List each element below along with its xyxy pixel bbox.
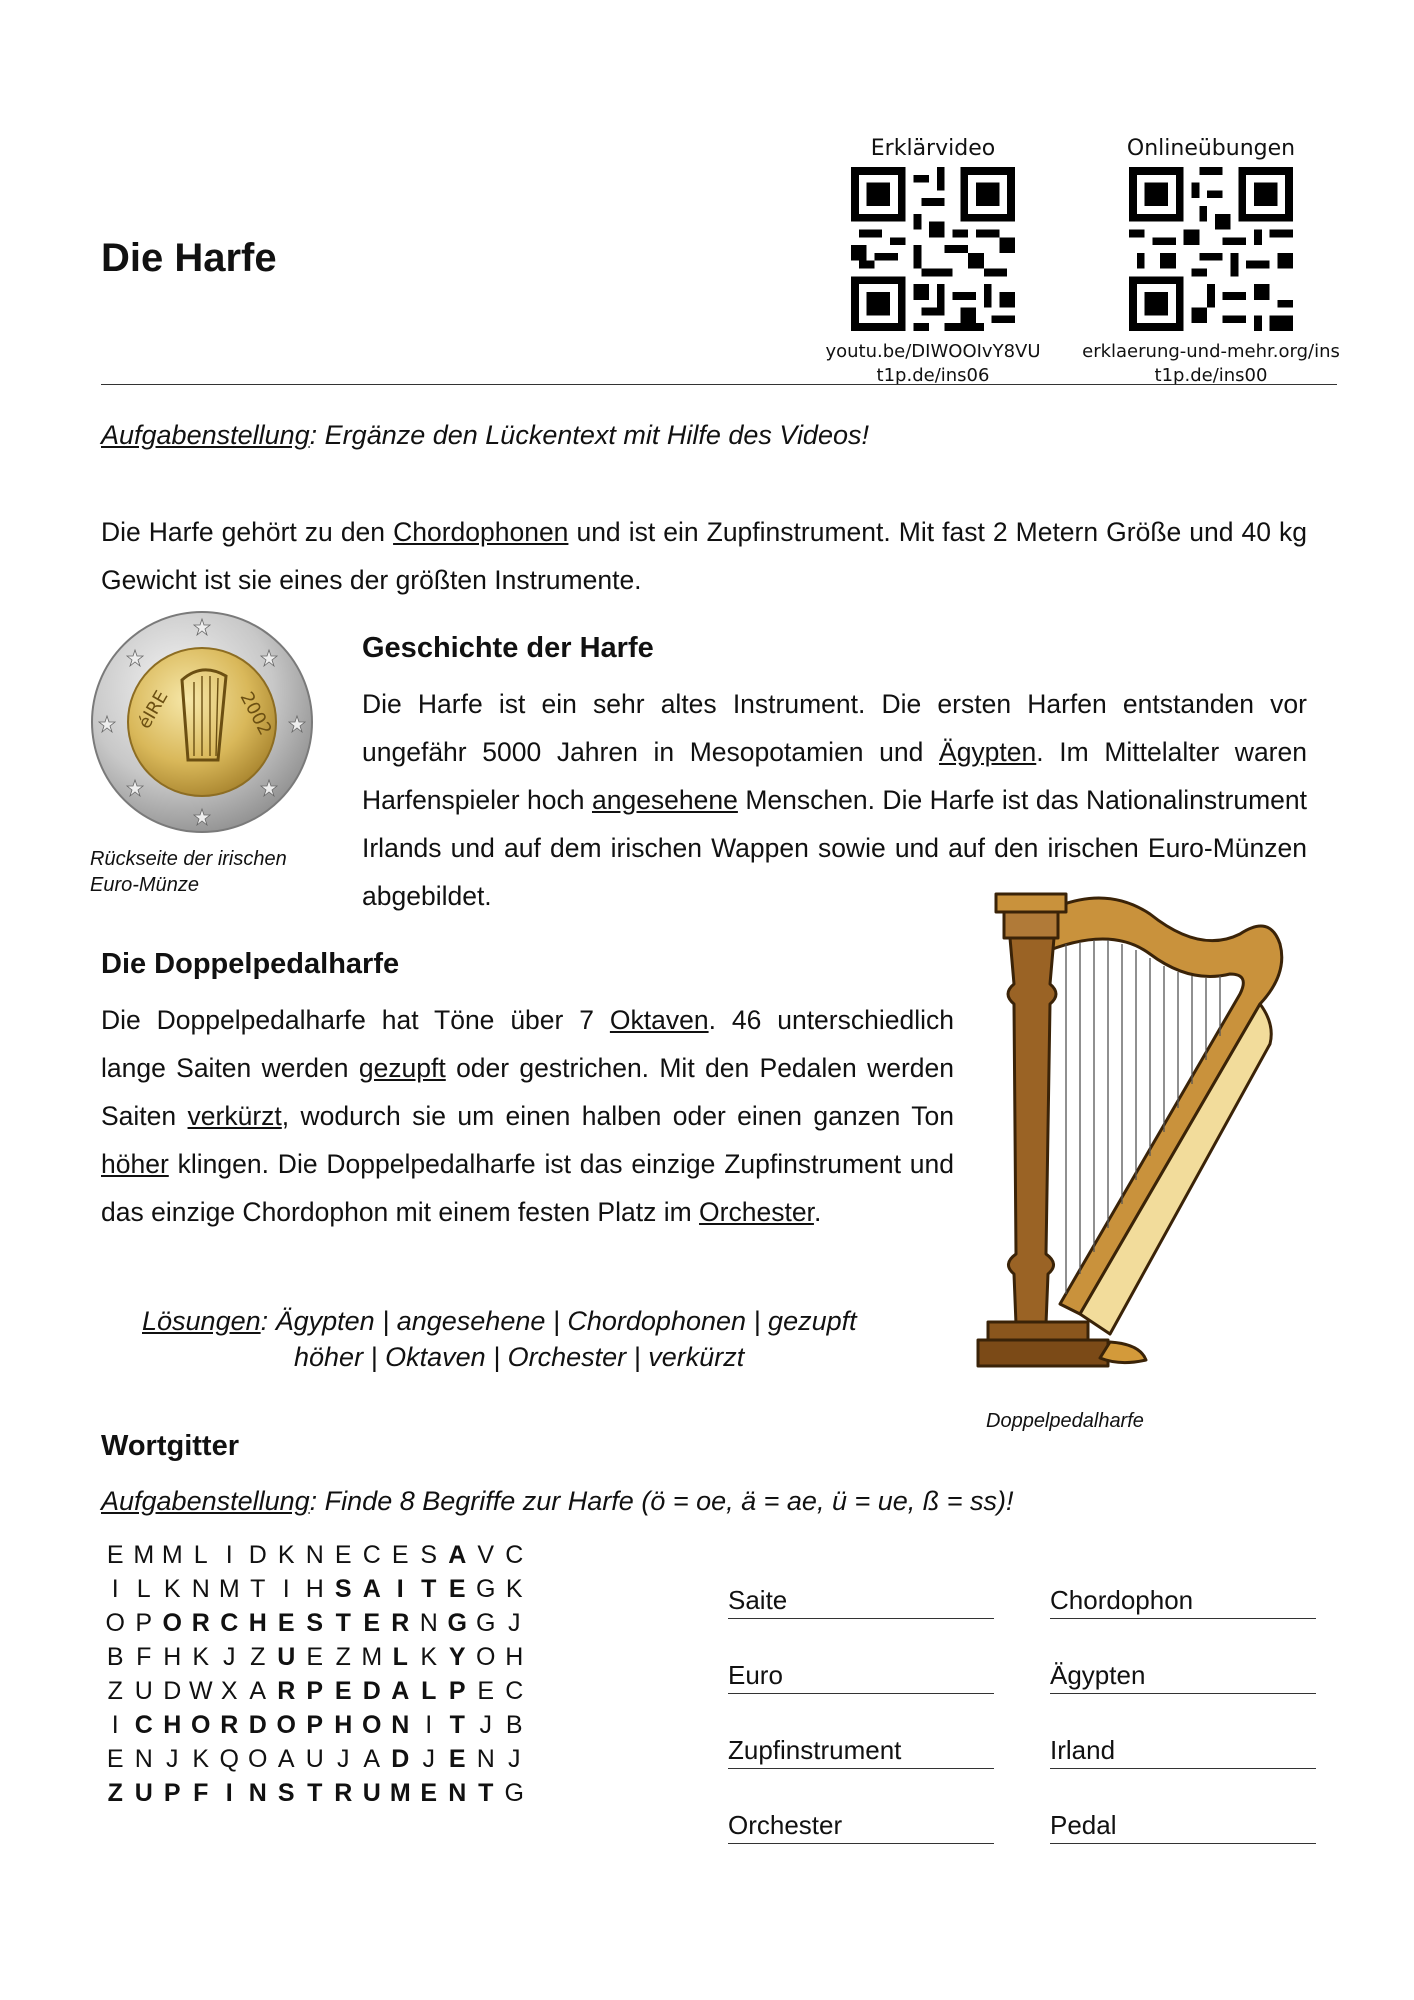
history-text: Die Harfe ist ein sehr altes Instrument. Die ersten Harfen entstanden vor ungefähr 5000 Jahren in Mesopotamien und xyxy=(362,689,1307,767)
grid-letter[interactable]: Z xyxy=(107,1778,123,1807)
grid-letter[interactable]: G xyxy=(447,1608,467,1637)
grid-letter[interactable]: E xyxy=(363,1608,381,1637)
grid-letter[interactable]: R xyxy=(391,1608,410,1637)
grid-letter[interactable]: O xyxy=(362,1710,382,1739)
grid-letter[interactable]: T xyxy=(478,1778,494,1807)
grid-letter[interactable]: E xyxy=(334,1676,352,1705)
grid-row xyxy=(101,1606,529,1640)
qr-video-caption: Erklärvideo xyxy=(870,136,996,161)
grid-letter[interactable]: M xyxy=(218,1574,240,1603)
grid-letter[interactable]: A xyxy=(277,1744,295,1773)
grid-letter[interactable]: C xyxy=(505,1676,524,1705)
grid-letter[interactable]: M xyxy=(361,1642,383,1671)
grid-letter[interactable]: E xyxy=(106,1744,124,1773)
grid-letter[interactable]: N xyxy=(134,1744,153,1773)
grid-letter[interactable]: I xyxy=(111,1574,119,1603)
grid-letter[interactable]: L xyxy=(392,1642,408,1671)
grid-letter[interactable]: T xyxy=(335,1608,351,1637)
grid-letter[interactable]: R xyxy=(334,1778,353,1807)
grid-letter[interactable]: P xyxy=(306,1676,324,1705)
grid-letter[interactable]: J xyxy=(166,1744,179,1773)
grid-letter[interactable]: F xyxy=(193,1778,209,1807)
intro-text: Die Harfe gehört zu den xyxy=(101,517,394,547)
coin-engraving-eire: éIRE xyxy=(134,687,173,733)
grid-letter[interactable]: H xyxy=(305,1574,324,1603)
solutions-box xyxy=(142,1303,932,1375)
grid-letter[interactable]: A xyxy=(391,1676,410,1705)
grid-letter[interactable]: J xyxy=(337,1744,350,1773)
grid-letter[interactable]: K xyxy=(277,1540,295,1569)
solutions-line: höher | Oktaven | Orchester | verkürzt xyxy=(294,1342,745,1372)
grid-letter[interactable]: L xyxy=(421,1676,437,1705)
grid-letter[interactable]: N xyxy=(305,1540,324,1569)
intro-paragraph xyxy=(101,508,1307,604)
qr-exercises-link-site[interactable]: erklaerung-und-mehr.org/ins xyxy=(1082,341,1340,362)
grid-letter[interactable]: L xyxy=(136,1574,151,1603)
grid-letter[interactable]: K xyxy=(192,1744,210,1773)
grid-letter[interactable]: K xyxy=(505,1574,523,1603)
pedal-text: Die Doppelpedalharfe hat Töne über 7 xyxy=(101,1005,610,1035)
grid-letter[interactable]: P xyxy=(448,1676,466,1705)
grid-letter[interactable]: I xyxy=(396,1574,404,1603)
grid-letter[interactable]: Z xyxy=(335,1642,351,1671)
coin-caption xyxy=(90,846,287,898)
grid-letter[interactable]: E xyxy=(448,1744,466,1773)
grid-letter[interactable]: E xyxy=(306,1642,324,1671)
grid-letter[interactable]: D xyxy=(391,1744,410,1773)
euro-coin-image xyxy=(90,610,314,834)
grid-letter[interactable]: S xyxy=(277,1778,295,1807)
grid-letter[interactable]: H xyxy=(163,1710,182,1739)
grid-letter[interactable]: O xyxy=(162,1608,182,1637)
task-instruction xyxy=(101,420,869,451)
grid-letter[interactable]: E xyxy=(420,1778,438,1807)
grid-letter[interactable]: T xyxy=(307,1778,323,1807)
grid-letter[interactable]: C xyxy=(220,1608,239,1637)
harp-caption: Doppelpedalharfe xyxy=(986,1410,1144,1432)
grid-letter[interactable]: C xyxy=(134,1710,153,1739)
grid-letter[interactable]: A xyxy=(448,1540,467,1569)
gap-answer: Oktaven xyxy=(609,1005,709,1035)
wordgrid-task-label: Aufgabenstellung xyxy=(101,1486,310,1516)
qr-video-links xyxy=(818,340,1048,388)
grid-letter[interactable]: E xyxy=(106,1540,124,1569)
grid-letter[interactable]: O xyxy=(191,1710,211,1739)
grid-row xyxy=(101,1708,529,1742)
qr-exercises-links xyxy=(1076,340,1346,388)
grid-letter[interactable]: K xyxy=(192,1642,210,1671)
grid-letter[interactable]: R xyxy=(220,1710,239,1739)
qr-exercises-block xyxy=(1076,136,1346,388)
grid-letter[interactable]: O xyxy=(476,1642,496,1671)
grid-letter[interactable]: G xyxy=(476,1608,496,1637)
grid-letter[interactable]: J xyxy=(422,1744,435,1773)
grid-letter[interactable]: B xyxy=(106,1642,124,1671)
grid-letter[interactable]: S xyxy=(306,1608,324,1637)
grid-letter[interactable]: L xyxy=(193,1540,208,1569)
grid-letter[interactable]: I xyxy=(225,1778,233,1807)
task-text: : Ergänze den Lückentext mit Hilfe des Videos! xyxy=(309,420,869,450)
grid-letter[interactable]: A xyxy=(362,1574,381,1603)
grid-letter[interactable]: E xyxy=(477,1676,495,1705)
grid-letter[interactable]: E xyxy=(277,1608,295,1637)
pedal-harp-paragraph xyxy=(101,996,954,1236)
grid-letter[interactable]: J xyxy=(223,1642,236,1671)
qr-video-link-youtube[interactable]: youtu.be/DIWOOIvY8VU xyxy=(825,341,1041,362)
grid-letter[interactable]: O xyxy=(248,1744,268,1773)
grid-letter[interactable]: U xyxy=(134,1778,153,1807)
intro-text: und ist ein Zupfinstrument. Mit fast 2 Metern Größe und 40 kg Gewicht ist sie eines der größten Instrumente. xyxy=(101,517,1308,595)
grid-letter[interactable]: D xyxy=(248,1540,267,1569)
gap-answer: gezupft xyxy=(358,1053,446,1083)
qr-exercises-caption: Onlineübungen xyxy=(1126,136,1296,161)
pedal-text: oder gestrichen. Mit den Pedalen werden Saiten xyxy=(101,1053,954,1131)
harp-image xyxy=(970,874,1320,1394)
grid-row xyxy=(101,1538,529,1572)
gap-answer: Ägypten xyxy=(939,737,1037,767)
grid-letter[interactable]: P xyxy=(306,1710,324,1739)
coin-caption-line: Rückseite der irischen xyxy=(90,848,287,870)
grid-letter[interactable]: M xyxy=(133,1540,155,1569)
grid-letter[interactable]: H xyxy=(334,1710,353,1739)
pedal-text: . 46 unterschiedlich lange Saiten werden xyxy=(101,1005,954,1083)
grid-letter[interactable]: J xyxy=(508,1744,521,1773)
grid-letter[interactable]: M xyxy=(389,1778,411,1807)
pedal-text: klingen. Die Doppelpedalharfe ist das einzige Zupfinstrument und das einzige Chordophon mit einem festen Platz im xyxy=(101,1149,954,1227)
gap-answer: Orchester xyxy=(699,1197,814,1227)
task-label: Aufgabenstellung xyxy=(101,420,310,450)
grid-letter[interactable]: T xyxy=(449,1710,465,1739)
grid-letter[interactable]: U xyxy=(277,1642,296,1671)
grid-letter[interactable]: V xyxy=(477,1540,495,1569)
grid-letter[interactable]: Y xyxy=(448,1642,466,1671)
found-word: Zupfinstrument xyxy=(728,1735,994,1769)
grid-letter[interactable]: F xyxy=(136,1642,152,1671)
grid-letter[interactable]: A xyxy=(249,1676,267,1705)
grid-letter[interactable]: G xyxy=(504,1778,524,1807)
grid-letter[interactable]: C xyxy=(362,1540,381,1569)
grid-letter[interactable]: N xyxy=(419,1608,438,1637)
grid-letter[interactable]: K xyxy=(163,1574,181,1603)
found-word: Euro xyxy=(728,1660,994,1694)
grid-letter[interactable]: D xyxy=(248,1710,267,1739)
pedal-text: , wodurch sie um einen halben oder einen ganzen Ton xyxy=(281,1101,954,1131)
grid-letter[interactable]: U xyxy=(134,1676,153,1705)
pedal-harp-heading: Die Doppelpedalharfe xyxy=(101,948,400,980)
qr-code-icon[interactable] xyxy=(851,167,1015,331)
grid-letter[interactable]: D xyxy=(362,1676,381,1705)
grid-letter[interactable]: Z xyxy=(250,1642,266,1671)
grid-letter[interactable]: T xyxy=(421,1574,437,1603)
solutions-line: : Ägypten | angesehene | Chordophonen | gezupft xyxy=(260,1306,857,1336)
coin-engraving-year: 2002 xyxy=(235,688,276,739)
grid-letter[interactable]: N xyxy=(448,1778,467,1807)
wordgrid-task-text: : Finde 8 Begriffe zur Harfe (ö = oe, ä = ae, ü = ue, ß = ss)! xyxy=(309,1486,1014,1516)
grid-letter[interactable]: Z xyxy=(107,1676,123,1705)
grid-letter[interactable]: T xyxy=(250,1574,266,1603)
grid-letter[interactable]: M xyxy=(161,1540,183,1569)
pedal-text: . xyxy=(813,1197,822,1227)
solutions-label: Lösungen xyxy=(142,1306,261,1336)
gap-answer: angesehene xyxy=(591,785,738,815)
grid-letter[interactable]: I xyxy=(282,1574,290,1603)
grid-letter[interactable]: S xyxy=(334,1574,352,1603)
history-text: . Im Mittelalter waren Harfenspieler hoch xyxy=(362,737,1307,815)
wordgrid-heading: Wortgitter xyxy=(101,1430,240,1462)
grid-letter[interactable]: W xyxy=(188,1676,213,1705)
grid-letter[interactable]: E xyxy=(334,1540,352,1569)
grid-letter[interactable]: J xyxy=(479,1710,492,1739)
grid-row xyxy=(101,1640,529,1674)
grid-letter[interactable]: U xyxy=(305,1744,324,1773)
found-word: Chordophon xyxy=(1050,1585,1316,1619)
grid-letter[interactable]: N xyxy=(191,1574,210,1603)
grid-letter[interactable]: H xyxy=(505,1642,524,1671)
history-heading: Geschichte der Harfe xyxy=(362,632,654,664)
grid-row xyxy=(101,1776,529,1810)
found-word: Irland xyxy=(1050,1735,1316,1769)
found-word: Orchester xyxy=(728,1810,994,1844)
history-text: Menschen. Die Harfe ist das Nationalinstrument Irlands und auf dem irischen Wappen sowie und auf den irischen Euro-Münzen abgebildet. xyxy=(362,785,1307,911)
grid-letter[interactable]: D xyxy=(163,1676,182,1705)
grid-letter[interactable]: R xyxy=(191,1608,210,1637)
found-word: Ägypten xyxy=(1050,1660,1316,1694)
letter-grid xyxy=(101,1538,529,1810)
qr-exercises-link-short[interactable]: t1p.de/ins00 xyxy=(1154,365,1268,386)
header-divider xyxy=(101,384,1337,385)
grid-letter[interactable]: H xyxy=(248,1608,267,1637)
found-word: Saite xyxy=(728,1585,994,1619)
grid-letter[interactable]: X xyxy=(220,1676,238,1705)
grid-letter[interactable]: E xyxy=(391,1540,409,1569)
grid-letter[interactable]: I xyxy=(111,1710,119,1739)
grid-letter[interactable]: I xyxy=(225,1540,233,1569)
grid-letter[interactable]: Q xyxy=(219,1744,239,1773)
page-title: Die Harfe xyxy=(101,236,277,280)
grid-row xyxy=(101,1572,529,1606)
grid-letter[interactable]: S xyxy=(420,1540,438,1569)
grid-row xyxy=(101,1742,529,1776)
grid-row xyxy=(101,1674,529,1708)
grid-letter[interactable]: P xyxy=(135,1608,153,1637)
grid-letter[interactable]: K xyxy=(420,1642,438,1671)
grid-letter[interactable]: N xyxy=(476,1744,495,1773)
qr-video-block xyxy=(818,136,1048,388)
grid-letter[interactable]: A xyxy=(363,1744,381,1773)
grid-letter[interactable]: J xyxy=(508,1608,521,1637)
qr-code-icon[interactable] xyxy=(1129,167,1293,331)
gap-answer: Chordophonen xyxy=(393,517,569,547)
grid-letter[interactable]: I xyxy=(425,1710,433,1739)
grid-letter[interactable]: U xyxy=(362,1778,381,1807)
qr-video-link-short[interactable]: t1p.de/ins06 xyxy=(876,365,990,386)
word-list xyxy=(728,1585,1316,1844)
grid-letter[interactable]: H xyxy=(163,1642,182,1671)
grid-letter[interactable]: O xyxy=(276,1710,296,1739)
grid-letter[interactable]: P xyxy=(163,1778,181,1807)
grid-letter[interactable]: B xyxy=(505,1710,523,1739)
grid-letter[interactable]: O xyxy=(105,1608,125,1637)
coin-caption-line: Euro-Münze xyxy=(90,874,199,896)
grid-letter[interactable]: E xyxy=(448,1574,466,1603)
found-word: Pedal xyxy=(1050,1810,1316,1844)
grid-letter[interactable]: N xyxy=(391,1710,410,1739)
gap-answer: verkürzt xyxy=(187,1101,282,1131)
grid-letter[interactable]: N xyxy=(248,1778,267,1807)
gap-answer: höher xyxy=(101,1149,169,1179)
grid-letter[interactable]: G xyxy=(476,1574,496,1603)
grid-letter[interactable]: C xyxy=(505,1540,524,1569)
grid-letter[interactable]: R xyxy=(277,1676,296,1705)
wordgrid-task xyxy=(101,1486,1014,1517)
